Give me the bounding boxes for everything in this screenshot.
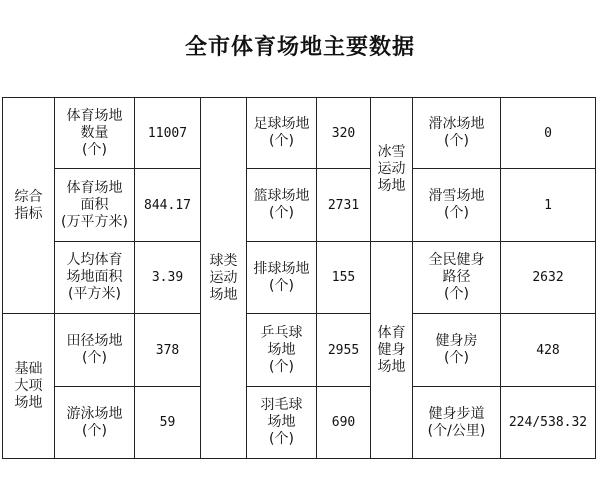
row-label: 羽毛球 场地 (个) [247, 387, 317, 459]
row-label: 全民健身 路径 (个) [413, 242, 501, 314]
row-value: 155 [317, 242, 371, 314]
row-label: 人均体育 场地面积 (平方米) [55, 242, 135, 314]
row-value: 224/538.32 [501, 387, 596, 459]
row-label: 健身房 (个) [413, 314, 501, 387]
row-value: 320 [317, 98, 371, 169]
row-label: 体育场地 面积 (万平方米) [55, 169, 135, 242]
row-value: 2632 [501, 242, 596, 314]
row-label: 排球场地 (个) [247, 242, 317, 314]
row-label: 健身步道 (个/公里) [413, 387, 501, 459]
row-label: 滑雪场地 (个) [413, 169, 501, 242]
group-basic: 基础 大项 场地 [3, 314, 55, 459]
row-label: 篮球场地 (个) [247, 169, 317, 242]
row-label: 体育场地 数量 (个) [55, 98, 135, 169]
row-value: 378 [135, 314, 201, 387]
row-value: 2955 [317, 314, 371, 387]
row-label: 田径场地 (个) [55, 314, 135, 387]
row-value: 59 [135, 387, 201, 459]
page-title: 全市体育场地主要数据 [184, 34, 415, 60]
row-label: 乒乓球 场地 (个) [247, 314, 317, 387]
row-value: 844.17 [135, 169, 201, 242]
group-ball: 球类 运动 场地 [201, 98, 247, 459]
table-row [3, 314, 596, 387]
stats-table [2, 97, 596, 459]
row-value: 3.39 [135, 242, 201, 314]
group-ice-snow: 冰雪 运动 场地 [371, 98, 413, 242]
group-fitness: 体育 健身 场地 [371, 242, 413, 459]
row-value: 0 [501, 98, 596, 169]
row-label: 滑冰场地 (个) [413, 98, 501, 169]
row-value: 11007 [135, 98, 201, 169]
row-value: 2731 [317, 169, 371, 242]
row-value: 690 [317, 387, 371, 459]
table-row [3, 169, 596, 242]
table-row [3, 387, 596, 459]
group-comprehensive: 综合 指标 [3, 98, 55, 314]
table-row [3, 98, 596, 169]
row-label: 足球场地 (个) [247, 98, 317, 169]
row-value: 1 [501, 169, 596, 242]
row-value: 428 [501, 314, 596, 387]
table-row [3, 242, 596, 314]
row-label: 游泳场地 (个) [55, 387, 135, 459]
